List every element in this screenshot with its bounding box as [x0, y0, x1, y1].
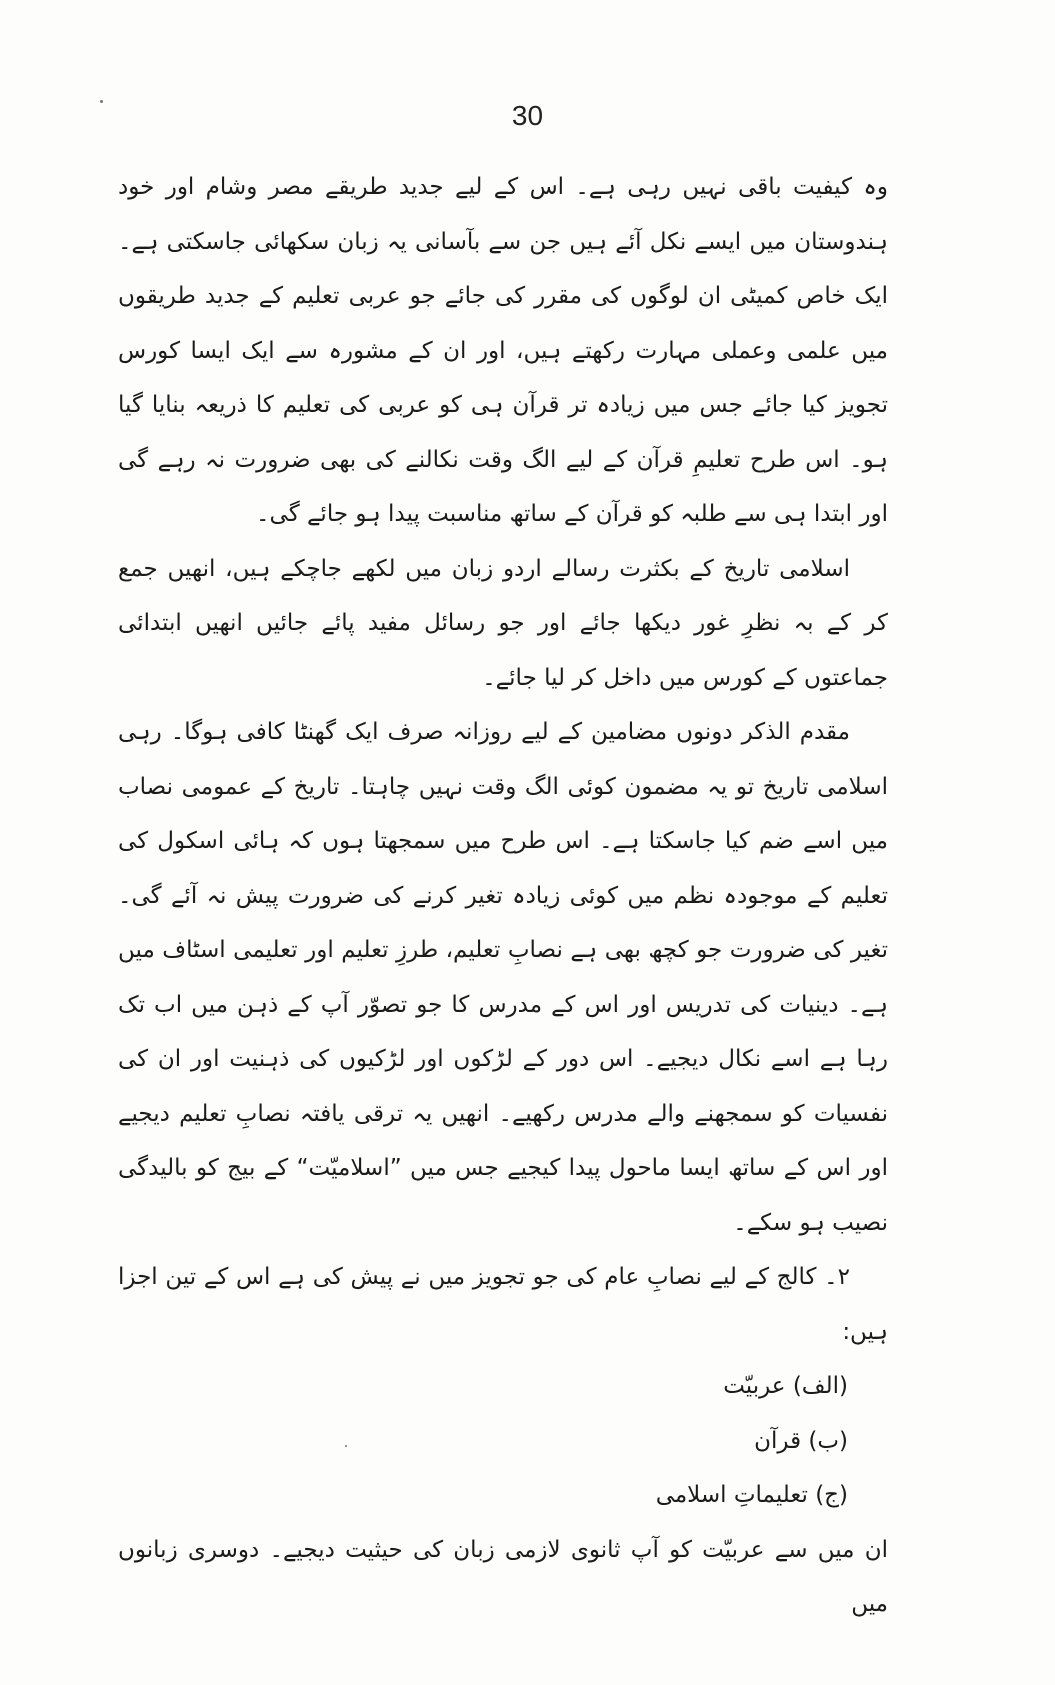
closing-line: ان میں سے عربیّت کو آپ ثانوی لازمی زبان کی حیثیت دیجیے۔ دوسری زبانوں میں — [118, 1536, 888, 1617]
list-item-quran: (ب) قرآن — [754, 1427, 848, 1454]
paper-speck — [100, 100, 103, 103]
page-number: 30 — [511, 100, 544, 131]
list-item-arabic: (الف) عربیّت — [723, 1373, 848, 1399]
paper-speck — [345, 1445, 347, 1447]
paragraph-curriculum-change: مقدم الذکر دونوں مضامین کے لیے روزانہ صرف ایک گھنٹا کافی ہوگا۔ رہی اسلامی تاریخ تو یہ مضمون کوئی الگ وقت نہیں چاہتا۔ تاریخ کے عمومی نصاب میں اسے ضم کیا جاسکتا ہے۔ اس طرح میں سمجھتا ہوں کہ ہائی اسکول کی تعلیم کے موجودہ نظم میں کوئی زیادہ تغیر کرنے کی ضرورت پیش نہ آئے گی۔ تغیر کی ضرورت جو کچھ بھی ہے نصابِ تعلیم، طرزِ تعلیم اور تعلیمی اسٹاف میں ہے۔ دینیات کی تدریس اور اس کے مدرس کا جو تصوّر آپ کے ذہن میں اب تک رہا ہے اسے نکال دیجیے۔ اس دور کے لڑکوں اور لڑکیوں کی ذہنیت اور ان کی نفسیات کو سمجھنے والے مدرس رکھیے۔ انھیں یہ ترقی یافتہ نصابِ تعلیم دیجیے اور اس کے ساتھ ایسا ماحول پیدا کیجیے جس میں ”اسلامیّت“ کے بیج کو بالیدگی نصیب ہو سکے۔ — [118, 719, 888, 1236]
list-item-islamic-teachings: (ج) تعلیماتِ اسلامی — [655, 1482, 848, 1508]
paragraph-islamic-history: اسلامی تاریخ کے بکثرت رسالے اردو زبان میں لکھے جاچکے ہیں، انھیں جمع کر کے بہ نظرِ غور دیکھا جائے اور جو رسائل مفید پائے جائیں انھیں ابتدائی جماعتوں کے کورس میں داخل کر لیا جائے۔ — [118, 555, 888, 691]
paragraph-college-syllabus: ۲۔ کالج کے لیے نصابِ عام کی جو تجویز میں نے پیش کی ہے اس کے تین اجزا ہیں: — [118, 1264, 888, 1345]
paragraph-arabic-teaching: وہ کیفیت باقی نہیں رہی ہے۔ اس کے لیے جدید طریقے مصر وشام اور خود ہندوستان میں ایسے نکل آئے ہیں جن سے بآسانی یہ زبان سکھائی جاسکتی ہے۔ ایک خاص کمیٹی ان لوگوں کی مقرر کی جائے جو عربی تعلیم کے جدید طریقوں میں علمی وعملی مہارت رکھتے ہیں، اور ان کے مشورہ سے ایک ایسا کورس تجویز کیا جائے جس میں زیادہ تر قرآن ہی کو عربی کی تعلیم کا ذریعہ بنایا گیا ہو۔ اس طرح تعلیمِ قرآن کے لیے الگ وقت نکالنے کی بھی ضرورت نہ رہے گی اور ابتدا ہی سے طلبہ کو قرآن کے ساتھ مناسبت پیدا ہو جائے گی۔ — [118, 174, 888, 527]
body-text — [118, 160, 888, 1632]
